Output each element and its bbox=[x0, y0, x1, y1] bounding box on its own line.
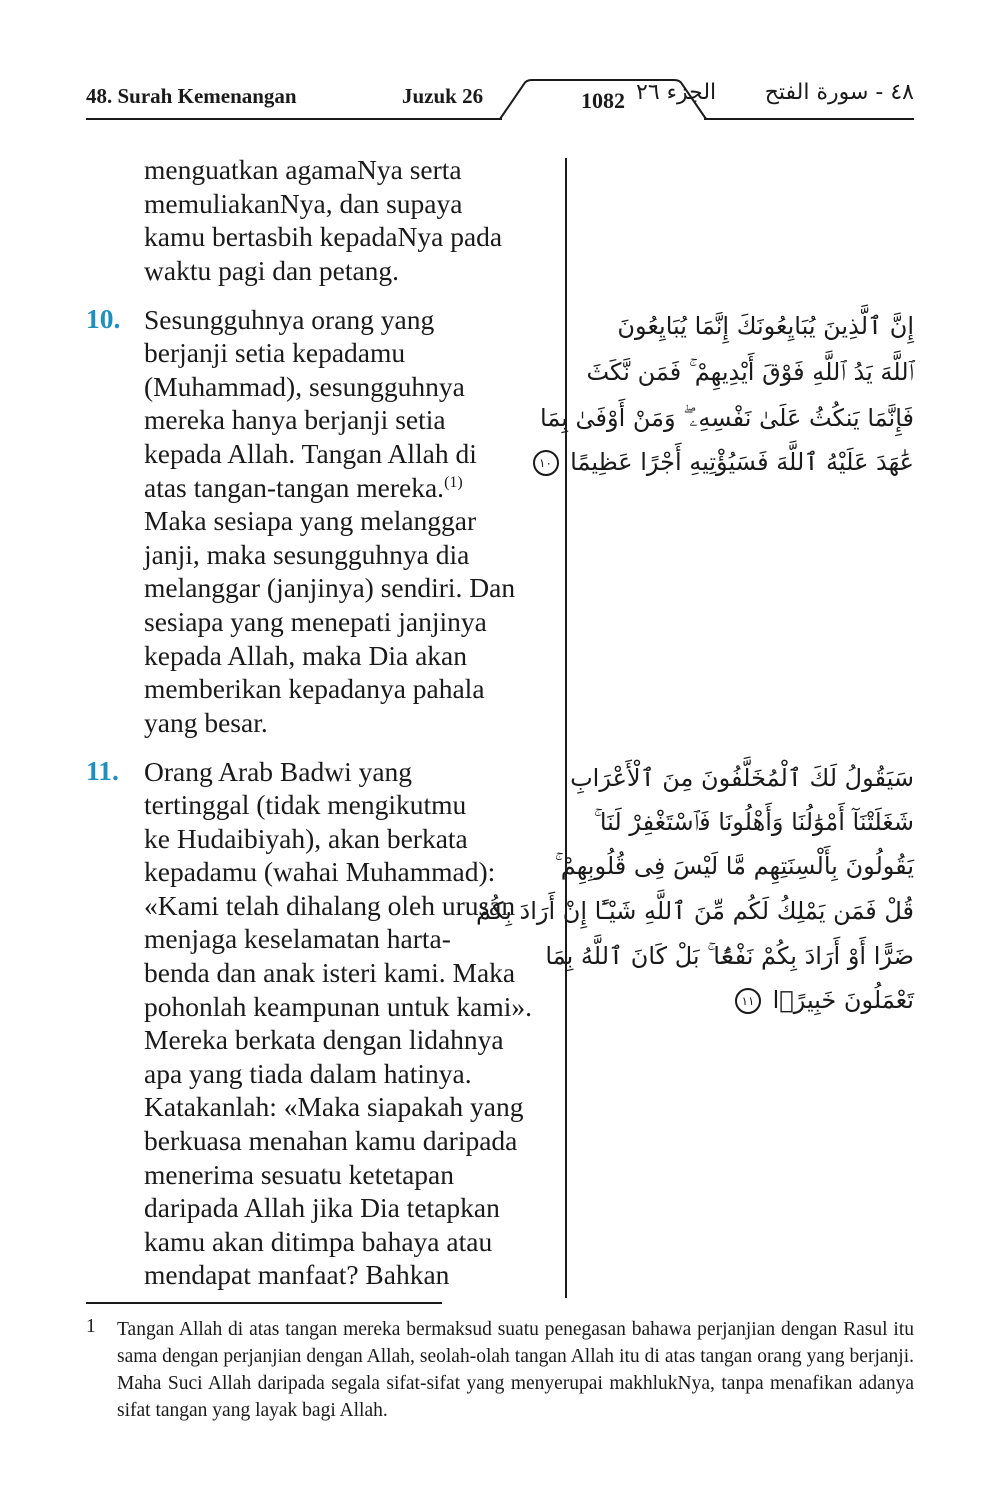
verse10-line: Sesungguhnya orang yang bbox=[144, 304, 435, 335]
verse10-line: berjanji setia kepadamu bbox=[144, 337, 406, 368]
continuation-line: memuliakanNya, dan supaya bbox=[144, 188, 463, 219]
verse11-line: berkuasa menahan kamu daripada bbox=[144, 1125, 518, 1156]
verse10-arabic-line-end bbox=[539, 448, 914, 476]
juzuk-label: Juzuk 26 bbox=[402, 84, 484, 108]
verse10-line: atas tangan-tangan mereka. bbox=[144, 472, 445, 503]
header-rule-right bbox=[704, 118, 914, 120]
verse11-arabic-line: تَعْمَلُونَ خَبِيرًۢا bbox=[772, 986, 914, 1014]
verse10-arabic-line: عَٰهَدَ عَلَيْهُ ٱللَّهَ فَسَيُؤْتِيهِ أَجْرًا عَظِيمًا bbox=[570, 448, 914, 476]
verse10-line: kepada Allah. Tangan Allah di bbox=[144, 438, 477, 469]
verse11-line: kepadamu (wahai Muhammad): bbox=[144, 856, 496, 887]
verse10-arabic-line: ٱللَّهَ يَدُ ٱللَّهِ فَوْقَ أَيْدِيهِمْ ۚ فَمَن نَّكَثَ bbox=[586, 358, 914, 386]
verse11-line: tertinggal (tidak mengikutmu bbox=[144, 789, 467, 820]
verse10-line: kepada Allah, maka Dia akan bbox=[144, 640, 467, 671]
footnote-text: Tangan Allah di atas tangan mereka bermaksud suatu penegasan bahawa perjanjian dengan Rasul itu sama dengan perjanjian dengan Allah, seolah-olah tangan Allah itu di atas tangan orang yang berjanji. Maha Suci Allah daripada segala sifat-sifat yang menyerupai makhlukNya, tanpa menafikan adanya sifat tangan yang layak bagi Allah. bbox=[117, 1319, 914, 1421]
continuation-line: waktu pagi dan petang. bbox=[144, 255, 400, 286]
continuation-line: menguatkan agamaNya serta bbox=[144, 154, 462, 185]
verse10-line: mereka hanya berjanji setia bbox=[144, 404, 446, 435]
verse10-line: melanggar (janjinya) sendiri. Dan bbox=[144, 572, 516, 603]
verse10-line: Maka sesiapa yang melanggar bbox=[144, 505, 477, 536]
verse11-line: apa yang tiada dalam hatinya. bbox=[144, 1058, 472, 1089]
column-divider bbox=[565, 158, 567, 1298]
verse11-line: daripada Allah jika Dia tetapkan bbox=[144, 1192, 500, 1223]
verse-number-10: 10. bbox=[86, 303, 121, 334]
verse-number-11: 11. bbox=[86, 755, 119, 786]
page-header bbox=[86, 76, 914, 120]
page-number: 1082 bbox=[581, 88, 625, 113]
surah-arabic: ٤٨ - سورة الفتح bbox=[764, 80, 914, 105]
verse11-line: Mereka berkata dengan lidahnya bbox=[144, 1024, 504, 1055]
verse11-arabic-line: شَغَلَتْنَآ أَمْوَٰلُنَا وَأَهْلُونَا فَٱسْتَغْفِرْ لَنَا ۚ bbox=[593, 808, 914, 836]
verse11-line: menjaga keselamatan harta- bbox=[144, 923, 451, 954]
verse11-arabic-line: ضَرًّا أَوْ أَرَادَ بِكُمْ نَفْعًۢا ۚ بَلْ كَانَ ٱللَّهُ بِمَا bbox=[545, 942, 914, 970]
verse11-line: mendapat manfaat? Bahkan bbox=[144, 1259, 450, 1290]
verse11-arabic-line-end bbox=[584, 986, 914, 1014]
verse11-line: ke Hudaibiyah), akan berkata bbox=[144, 823, 468, 854]
verse10-line: sesiapa yang menepati janjinya bbox=[144, 606, 487, 637]
footnote-number: 1 bbox=[86, 1316, 96, 1337]
verse11-arabic-line: يَقُولُونَ بِأَلْسِنَتِهِم مَّا لَيْسَ فِى قُلُوبِهِمْ ۚ bbox=[554, 852, 914, 880]
verse11-line: kamu akan ditimpa bahaya atau bbox=[144, 1226, 493, 1257]
verse10-line-with-ref bbox=[144, 471, 564, 505]
verse11-arabic-line: سَيَقُولُ لَكَ ٱلْمُخَلَّفُونَ مِنَ ٱلْأَعْرَابِ bbox=[570, 764, 914, 792]
juz-arabic: الجزء ٢٦ bbox=[636, 80, 717, 105]
verse11-line: menerima sesuatu ketetapan bbox=[144, 1159, 455, 1190]
verse10-line: (Muhammad), sesungguhnya bbox=[144, 371, 465, 402]
ayah-end-marker-10: ١٠ bbox=[533, 450, 559, 476]
verse11-arabic-line: قُلْ فَمَن يَمْلِكُ لَكُم مِّنَ ٱللَّهِ شَيْـًٔا إِنْ أَرَادَ بِكُمْ bbox=[475, 897, 914, 925]
surah-title: 48. Surah Kemenangan bbox=[86, 84, 297, 108]
verse11-line: «Kami telah dihalang oleh urusan bbox=[144, 890, 516, 921]
ayah-end-marker-11: ١١ bbox=[735, 988, 761, 1014]
verse10-line: janji, maka sesungguhnya dia bbox=[144, 539, 470, 570]
header-rule-left bbox=[86, 118, 502, 120]
verse10-arabic-line: فَإِنَّمَا يَنكُثُ عَلَىٰ نَفْسِهِۦ ۖ وَمَنْ أَوْفَىٰ بِمَا bbox=[540, 404, 914, 432]
footnote-rule bbox=[86, 1302, 442, 1304]
verse10-arabic-line: إِنَّ ٱلَّذِينَ يُبَايِعُونَكَ إِنَّمَا يُبَايِعُونَ bbox=[617, 312, 914, 340]
verse11-line: benda dan anak isteri kami. Maka bbox=[144, 957, 516, 988]
verse11-line: pohonlah keampunan untuk kami». bbox=[144, 991, 532, 1022]
verse11-line: Katakanlah: «Maka siapakah yang bbox=[144, 1091, 524, 1122]
verse10-line: yang besar. bbox=[144, 707, 268, 738]
verse11-line: Orang Arab Badwi yang bbox=[144, 756, 413, 787]
verse10-line: memberikan kepadanya pahala bbox=[144, 673, 485, 704]
continuation-line: kamu bertasbih kepadaNya pada bbox=[144, 221, 503, 252]
footnote-ref[interactable]: (1) bbox=[444, 473, 463, 491]
